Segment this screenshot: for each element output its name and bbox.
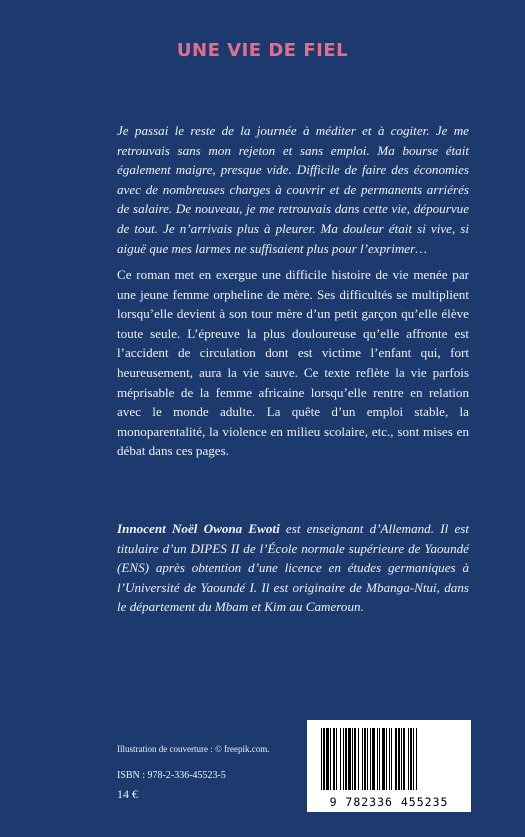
barcode-bar: [379, 728, 380, 790]
barcode-bar: [386, 728, 387, 790]
barcode-bar: [377, 728, 378, 790]
barcode-bar: [367, 728, 368, 790]
barcode-bar: [398, 728, 400, 790]
book-summary: Ce roman met en exergue une difficile histoire de vie menée par une jeune femme orpheline de mère. Ses difficultés se multiplient lorsqu’elle devient à son tour mère d’un petit garçon qu’elle élève toute seule. L’épreuve la plus douloureuse qu’elle affronte est l’accident de circulation dont est victime l’enfant qui, fort heureusement, aura la vie sauve. Ce texte reflète la vie parfois méprisable de la femme africaine lorsqu’elle rentre en relation avec le monde adulte. La quête d’un emploi stable, la monoparentalité, la violence en milieu scolaire, etc., sont mises en débat dans ces pages.: [117, 267, 469, 459]
barcode-digits: 9 782336 455235: [329, 795, 449, 809]
author-bio: [117, 519, 469, 617]
barcode-bar: [391, 728, 392, 790]
barcode-bar: [413, 728, 414, 790]
barcode-bars: [307, 720, 471, 794]
barcode-bar: [358, 728, 359, 790]
barcode-bar: [323, 728, 325, 790]
price-text: 14 €: [117, 787, 138, 801]
author-bio-text: est enseignant d’Allemand. Il est titulaire d’un DIPES II de l’École normale supérieure de Yaoundé (ENS) après obtention d’une licence en études germaniques à l’Université de Yaoundé I. Il est originaire de Mbanga-Ntui, dans le département du Mbam et Kim au Cameroun.: [117, 521, 469, 615]
barcode-bar: [354, 728, 356, 790]
barcode-bar: [362, 728, 363, 790]
barcode: [307, 720, 471, 812]
isbn-text: ISBN : 978-2-336-45523-5: [117, 770, 226, 781]
barcode-bar: [382, 728, 385, 790]
barcode-bar: [352, 728, 353, 790]
barcode-bar: [326, 728, 329, 790]
barcode-bar: [343, 728, 344, 790]
barcode-bar: [370, 728, 371, 790]
barcode-bar: [336, 728, 337, 790]
book-title: UNE VIE DE FIEL: [176, 40, 349, 61]
barcode-bar: [321, 728, 322, 790]
barcode-bar: [389, 728, 390, 790]
barcode-bar: [364, 728, 366, 790]
barcode-bar: [333, 728, 335, 790]
barcode-bar: [345, 728, 347, 790]
cover-credit: Illustration de couverture : © freepik.com.: [117, 744, 270, 754]
barcode-bar: [395, 728, 397, 790]
barcode-bar: [410, 728, 412, 790]
barcode-bar: [401, 728, 402, 790]
barcode-bar: [408, 728, 409, 790]
barcode-bar: [403, 728, 405, 790]
barcode-bar: [330, 728, 331, 790]
barcode-bar: [340, 728, 341, 790]
author-name: Innocent Noël Owona Ewoti: [117, 521, 280, 536]
excerpt-quote: Je passai le reste de la journée à méditer et à cogiter. Je me retrouvais sans mon rejeton et sans emploi. Ma bourse était également maigre, presque vide. Difficile de faire des économies avec de nombreuses charges à couvrir et de permanents arriérés de salaire. De nouveau, je me retrouvais dans cette vie, dépourvue de tout. Je n’arrivais plus à pleurer. Ma douleur était si vive, si aiguë que mes larmes ne suffisaient plus pour l’exprimer…: [117, 123, 469, 256]
barcode-bar: [348, 728, 351, 790]
barcode-bar: [416, 728, 417, 790]
barcode-bar: [372, 728, 375, 790]
